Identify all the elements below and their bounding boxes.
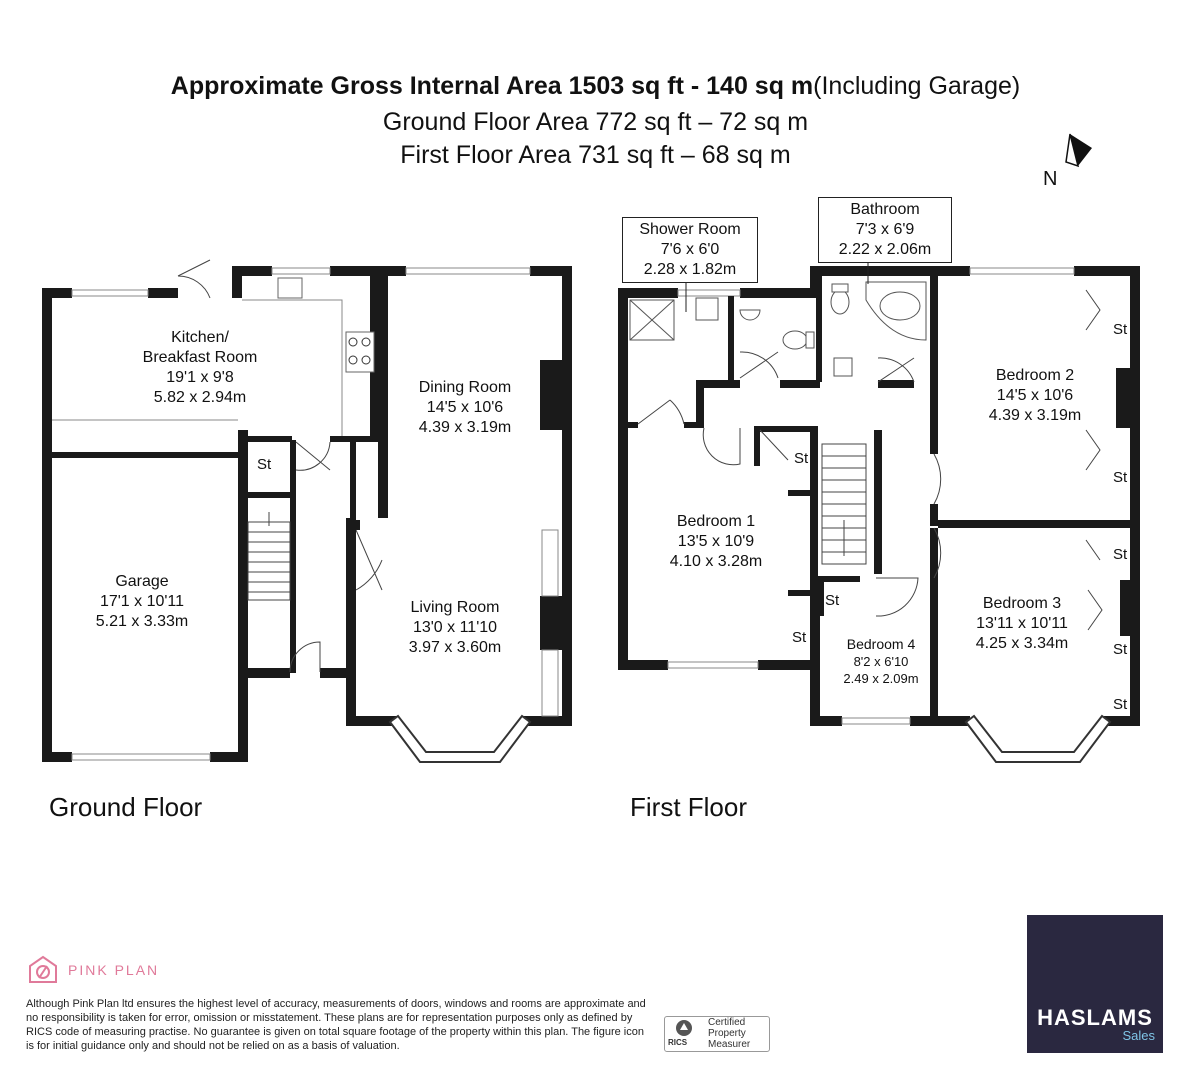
pink-plan-wordmark: PINK PLAN — [68, 962, 160, 978]
first-floor-area: First Floor Area 731 sq ft – 68 sq m — [400, 141, 791, 169]
bedroom-1-metric: 4.10 x 3.28m — [669, 553, 763, 570]
store-label-bed3-mid: St — [1113, 641, 1128, 658]
ground-floor-area: Ground Floor Area 772 sq ft – 72 sq m — [382, 108, 809, 136]
bedroom-4-metric: 2.49 x 2.09m — [843, 671, 919, 686]
garage-name: Garage — [115, 573, 169, 590]
store-label-bedroom4: St — [825, 592, 840, 609]
shower-room-callout — [622, 217, 758, 283]
shower-imperial: 7'6 x 6'0 — [660, 241, 720, 258]
ground-floor-label: Ground Floor — [49, 792, 203, 822]
store-label-bed2-top: St — [1113, 321, 1128, 338]
disclaimer-text: Although Pink Plan ltd ensures the highest level of accuracy, measurements of doors, windows and rooms are approximate and no responsibility is taken for error, omission or misstatement. These plans are for representation purposes only as defined by RICS code of measuring practise. No guarantee is given on total square footage of the property within this plan. The figure icon is for initial guidance only and should not be relied on as a basis of valuation. — [26, 998, 646, 1052]
bathroom-imperial: 7'3 x 6'9 — [855, 221, 915, 238]
dining-name: Dining Room — [418, 379, 512, 396]
kitchen-name-1: Kitchen/ — [171, 329, 229, 346]
bedroom-2-metric: 4.39 x 3.19m — [988, 407, 1082, 424]
gross-area-text: Approximate Gross Internal Area 1503 sq ft - 140 sq m — [170, 72, 814, 100]
haslams-sales-label: Sales — [1122, 1028, 1155, 1043]
bedroom-4-imperial: 8'2 x 6'10 — [853, 654, 909, 669]
gross-area-suffix: (Including Garage) — [813, 72, 1021, 100]
dining-room-label — [385, 378, 545, 438]
bedroom-1-name: Bedroom 1 — [676, 513, 756, 530]
bathroom-metric: 2.22 x 2.06m — [838, 241, 932, 258]
garage-imperial: 17'1 x 10'11 — [99, 593, 185, 610]
kitchen-imperial: 19'1 x 9'8 — [166, 369, 234, 386]
kitchen-name-2: Breakfast Room — [142, 349, 258, 366]
rics-label: RICS — [668, 1038, 688, 1047]
rics-line-2: Property — [708, 1028, 746, 1039]
living-metric: 3.97 x 3.60m — [408, 639, 502, 656]
store-label-bed2-bottom: St — [1113, 469, 1128, 486]
shower-metric: 2.28 x 1.82m — [643, 261, 737, 278]
rics-line-3: Measurer — [708, 1039, 751, 1050]
store-label-landing: St — [794, 450, 809, 467]
pink-plan-logo-icon — [26, 954, 60, 986]
bedroom-3-metric: 4.25 x 3.34m — [975, 635, 1069, 652]
bedroom-3-label — [942, 594, 1102, 654]
bedroom-2-label — [955, 366, 1115, 426]
bedroom-4-name: Bedroom 4 — [846, 636, 916, 652]
compass-label: N — [1043, 168, 1058, 190]
bedroom-4-label — [826, 636, 936, 687]
haslams-logo: HASLAMS — [1037, 1005, 1153, 1030]
living-name: Living Room — [410, 599, 500, 616]
rics-certified-text — [708, 1017, 750, 1050]
ground-store-label: St — [257, 456, 272, 473]
store-label-bed3-bottom: St — [1113, 696, 1128, 713]
bedroom-1-imperial: 13'5 x 10'9 — [677, 533, 755, 550]
kitchen-label — [100, 328, 300, 408]
bedroom-2-imperial: 14'5 x 10'6 — [996, 387, 1074, 404]
bathroom-callout — [818, 197, 952, 263]
garage-label — [62, 572, 222, 632]
store-label-bed3-top: St — [1113, 546, 1128, 563]
bedroom-3-imperial: 13'11 x 10'11 — [976, 615, 1068, 632]
dining-imperial: 14'5 x 10'6 — [426, 399, 504, 416]
shower-name: Shower Room — [639, 221, 741, 238]
garage-metric: 5.21 x 3.33m — [95, 613, 189, 630]
living-imperial: 13'0 x 11'10 — [412, 619, 498, 636]
dining-metric: 4.39 x 3.19m — [418, 419, 512, 436]
kitchen-metric: 5.82 x 2.94m — [153, 389, 247, 406]
bedroom-2-name: Bedroom 2 — [995, 367, 1075, 384]
store-label-bedroom1: St — [792, 629, 807, 646]
rics-line-1: Certified — [708, 1017, 746, 1028]
living-room-label — [375, 598, 535, 658]
rics-crest-icon — [674, 1018, 694, 1038]
bathroom-name: Bathroom — [850, 201, 920, 218]
bedroom-1-label — [636, 512, 796, 572]
first-floor-label: First Floor — [630, 792, 747, 822]
bedroom-3-name: Bedroom 3 — [982, 595, 1062, 612]
